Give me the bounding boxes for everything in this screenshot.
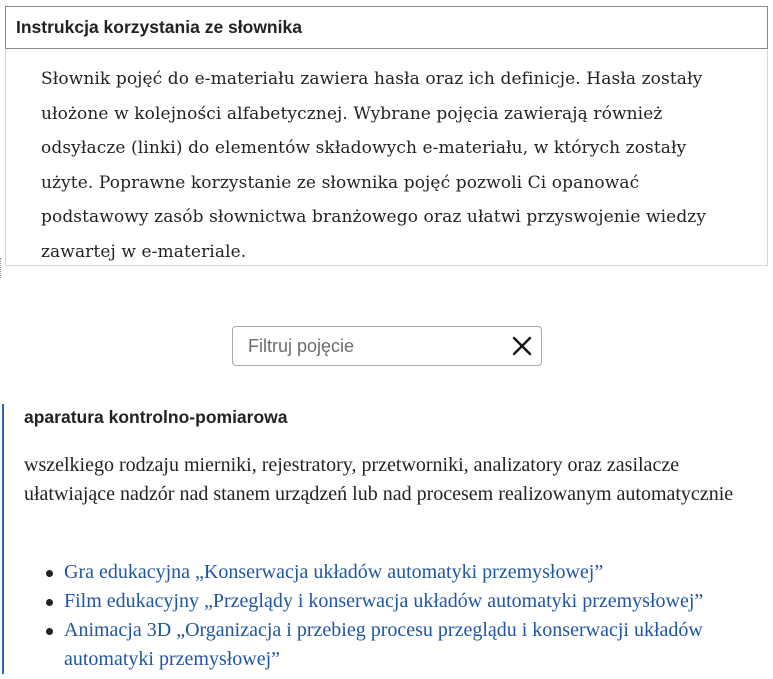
filter-term-input[interactable] (233, 327, 508, 365)
filter-box (232, 326, 542, 366)
list-item (24, 558, 764, 587)
list-item (24, 587, 764, 616)
related-links-list (24, 558, 764, 674)
glossary-entry (2, 404, 769, 674)
bullet-icon (46, 570, 53, 577)
list-item (24, 616, 764, 674)
bullet-icon (46, 628, 53, 635)
instructions-text: Słownik pojęć do e-materiału zawiera hasła oraz ich definicje. Hasła zostały ułożone w kolejności alfabetycznej. Wybrane pojęcia zawierają również odsyłacze (linki) do elementów składowych e-materiału, w których zostały użyte. Poprawne korzystanie ze słownika pojęć pozwoli Ci opanować podstawowy zasób słownictwa branżowego oraz ułatwi przyswojenie wiedzy zawartej w e-materiale. (41, 69, 707, 262)
bullet-icon (46, 599, 53, 606)
dictionary-instructions-panel (5, 6, 768, 266)
link-game[interactable]: Gra edukacyjna „Konserwacja układów automatyki przemysłowej” (64, 561, 604, 583)
link-animation[interactable]: Animacja 3D „Organizacja i przebieg procesu przeglądu i konserwacji układów automatyki przemysłowej” (64, 619, 703, 670)
entry-term: aparatura kontrolno-pomiarowa (24, 407, 288, 427)
link-film[interactable]: Film edukacyjny „Przeglądy i konserwacja układów automatyki przemysłowej” (64, 590, 704, 612)
instructions-title[interactable]: Instrukcja korzystania ze słownika (5, 6, 768, 49)
close-icon[interactable] (511, 335, 533, 357)
resize-marker (0, 258, 5, 278)
entry-definition: wszelkiego rodzaju mierniki, rejestratory, przetworniki, analizatory oraz zasilacze ułatwiające nadzór nad stanem urządzeń lub nad procesem realizowanym automatycznie (24, 454, 734, 505)
